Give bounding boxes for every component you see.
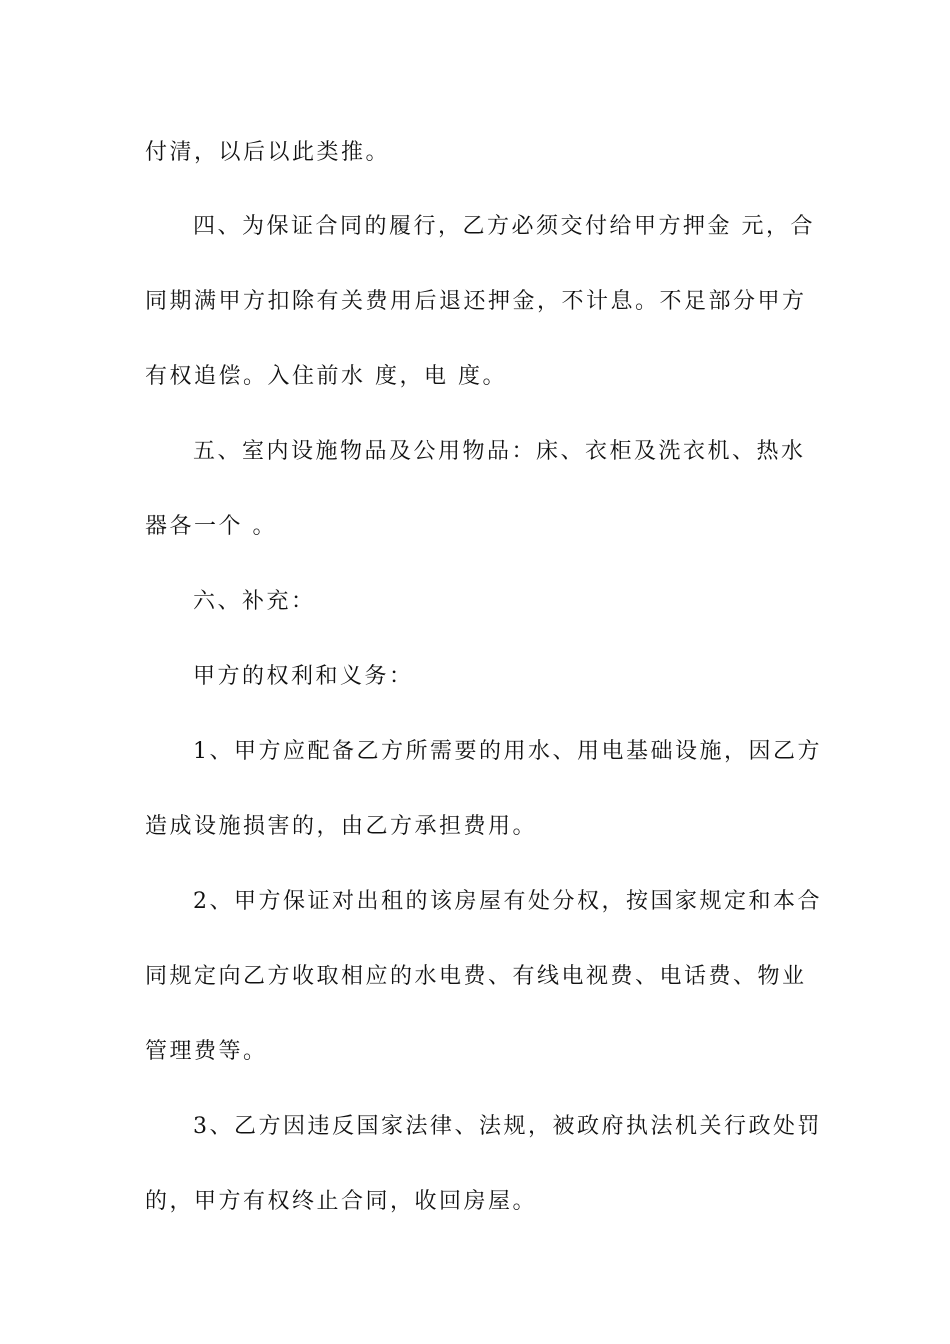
text-line: 有权追偿。入住前水 度，电 度。 (145, 364, 507, 389)
text-line: 管理费等。 (145, 1039, 268, 1064)
item-3-line: 3、乙方因违反国家法律、法规，被政府执法机关行政处罚 (193, 1114, 822, 1139)
text-line: 的，甲方有权终止合同，收回房屋。 (145, 1189, 538, 1214)
clause-4-line: 四、为保证合同的履行，乙方必须交付给甲方押金 元，合 (193, 214, 815, 239)
text-line: 造成设施损害的，由乙方承担费用。 (145, 814, 538, 839)
text-line: 同规定向乙方收取相应的水电费、有线电视费、电话费、物业 (145, 964, 807, 989)
section-heading: 甲方的权利和义务： (193, 664, 414, 689)
item-2-line: 2、甲方保证对出租的该房屋有处分权，按国家规定和本合 (193, 889, 822, 914)
clause-6-heading: 六、补充： (193, 589, 316, 614)
text-line: 同期满甲方扣除有关费用后退还押金，不计息。不足部分甲方 (145, 289, 807, 314)
text-line: 付清，以后以此类推。 (145, 140, 391, 165)
clause-5-line: 五、室内设施物品及公用物品：床、衣柜及洗衣机、热水 (193, 439, 806, 464)
item-1-line: 1、甲方应配备乙方所需要的用水、用电基础设施，因乙方 (193, 739, 822, 764)
text-line: 器各一个 。 (145, 514, 277, 539)
